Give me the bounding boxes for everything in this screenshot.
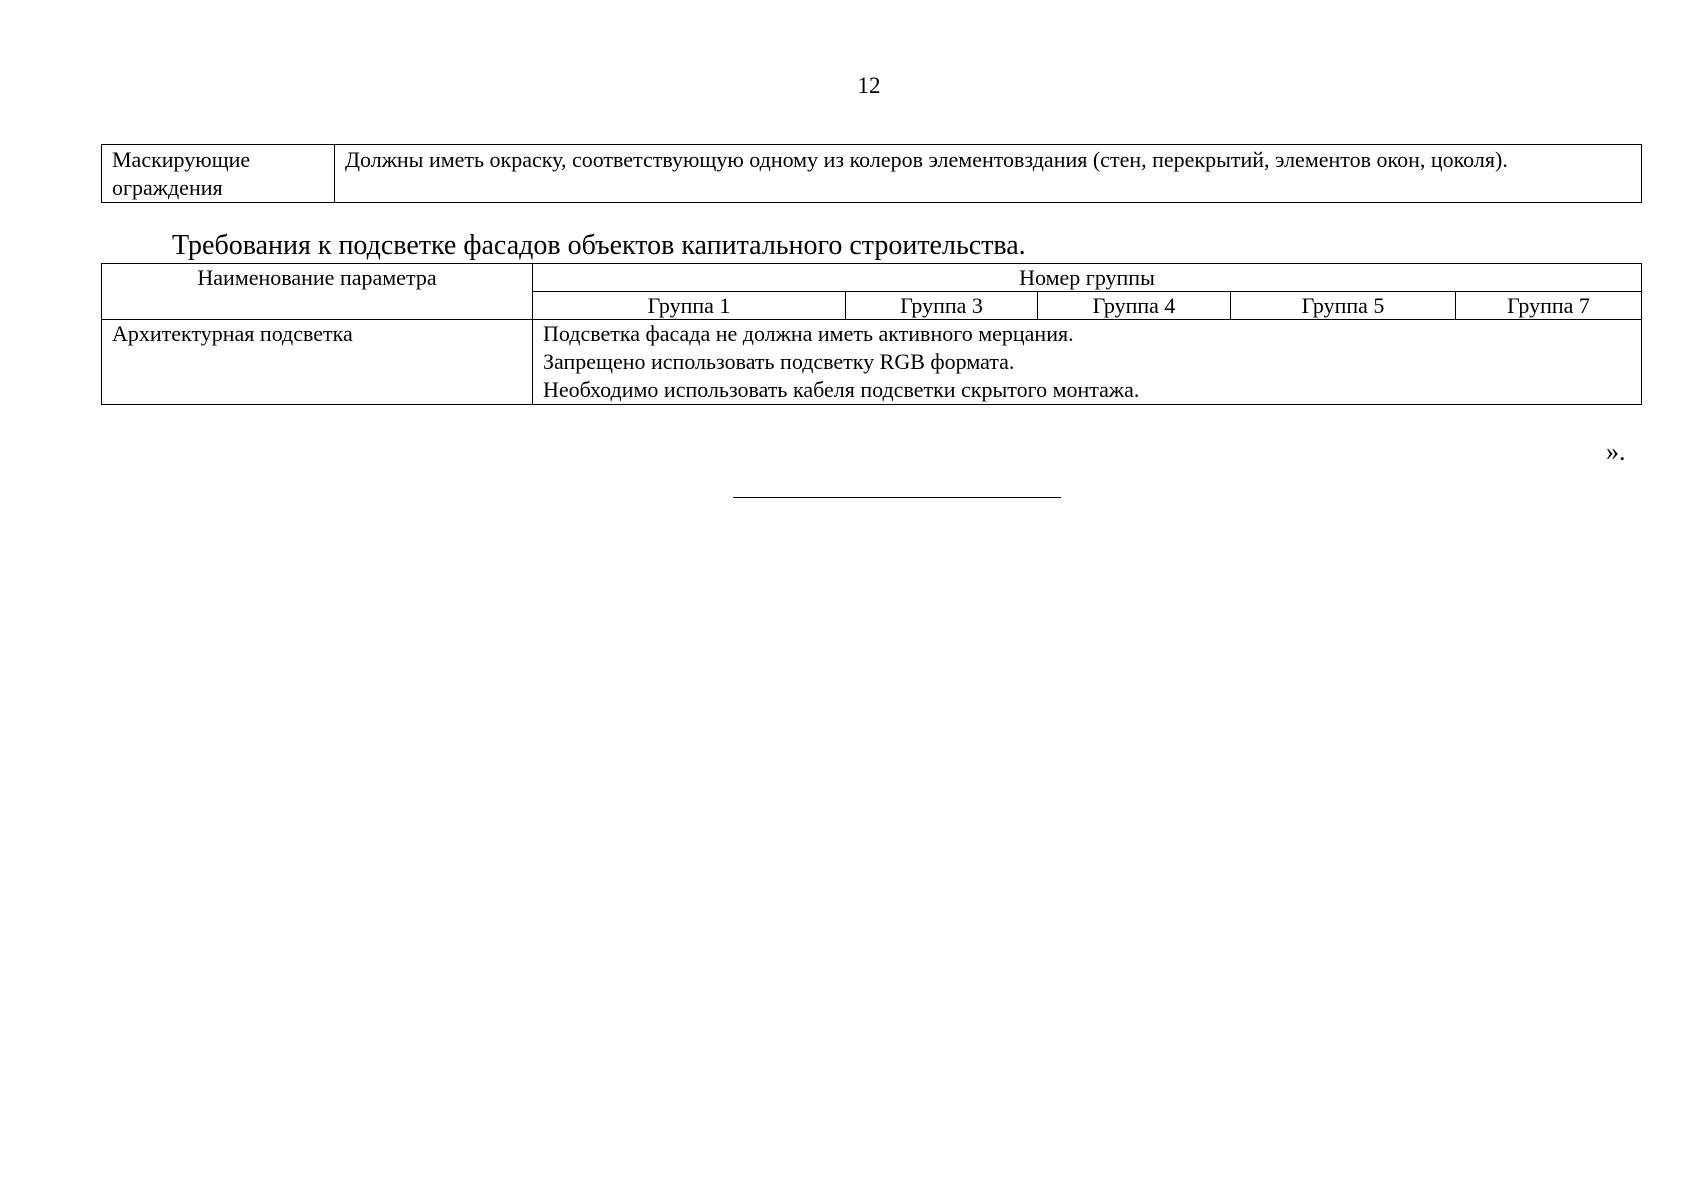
requirements-cell	[533, 320, 1642, 405]
group-number-header: Номер группы	[533, 264, 1642, 292]
group-header-cell: Группа 7	[1456, 292, 1642, 320]
page-number: 12	[857, 73, 881, 98]
table-header-row	[102, 264, 1642, 292]
masking-fence-name-cell: Маскирующие ограждения	[102, 145, 335, 203]
section-title: Требования к подсветке фасадов объектов капитального строительства.	[172, 230, 1026, 261]
group-header-cell: Группа 4	[1038, 292, 1231, 320]
closing-quote: ».	[1606, 437, 1626, 466]
table-row	[102, 145, 1642, 203]
end-divider-line	[733, 497, 1061, 498]
parameter-name-header: Наименование параметра	[102, 264, 533, 320]
parameter-name-cell: Архитектурная подсветка	[102, 320, 533, 405]
requirement-line: Подсветка фасада не должна иметь активного мерцания.	[543, 321, 1074, 346]
group-header-cell: Группа 3	[846, 292, 1038, 320]
requirement-line: Необходимо использовать кабеля подсветки скрытого монтажа.	[543, 377, 1140, 402]
masking-fence-table	[101, 144, 1642, 203]
masking-fence-requirement-cell: Должны иметь окраску, соответствующую одному из колеров элементовздания (стен, перекрытий, элементов окон, цоколя).	[335, 145, 1642, 203]
table-row	[102, 320, 1642, 405]
facade-lighting-table	[101, 263, 1642, 405]
requirement-line: Запрещено использовать подсветку RGB формата.	[543, 349, 1015, 374]
group-header-cell: Группа 1	[533, 292, 846, 320]
group-header-cell: Группа 5	[1231, 292, 1456, 320]
